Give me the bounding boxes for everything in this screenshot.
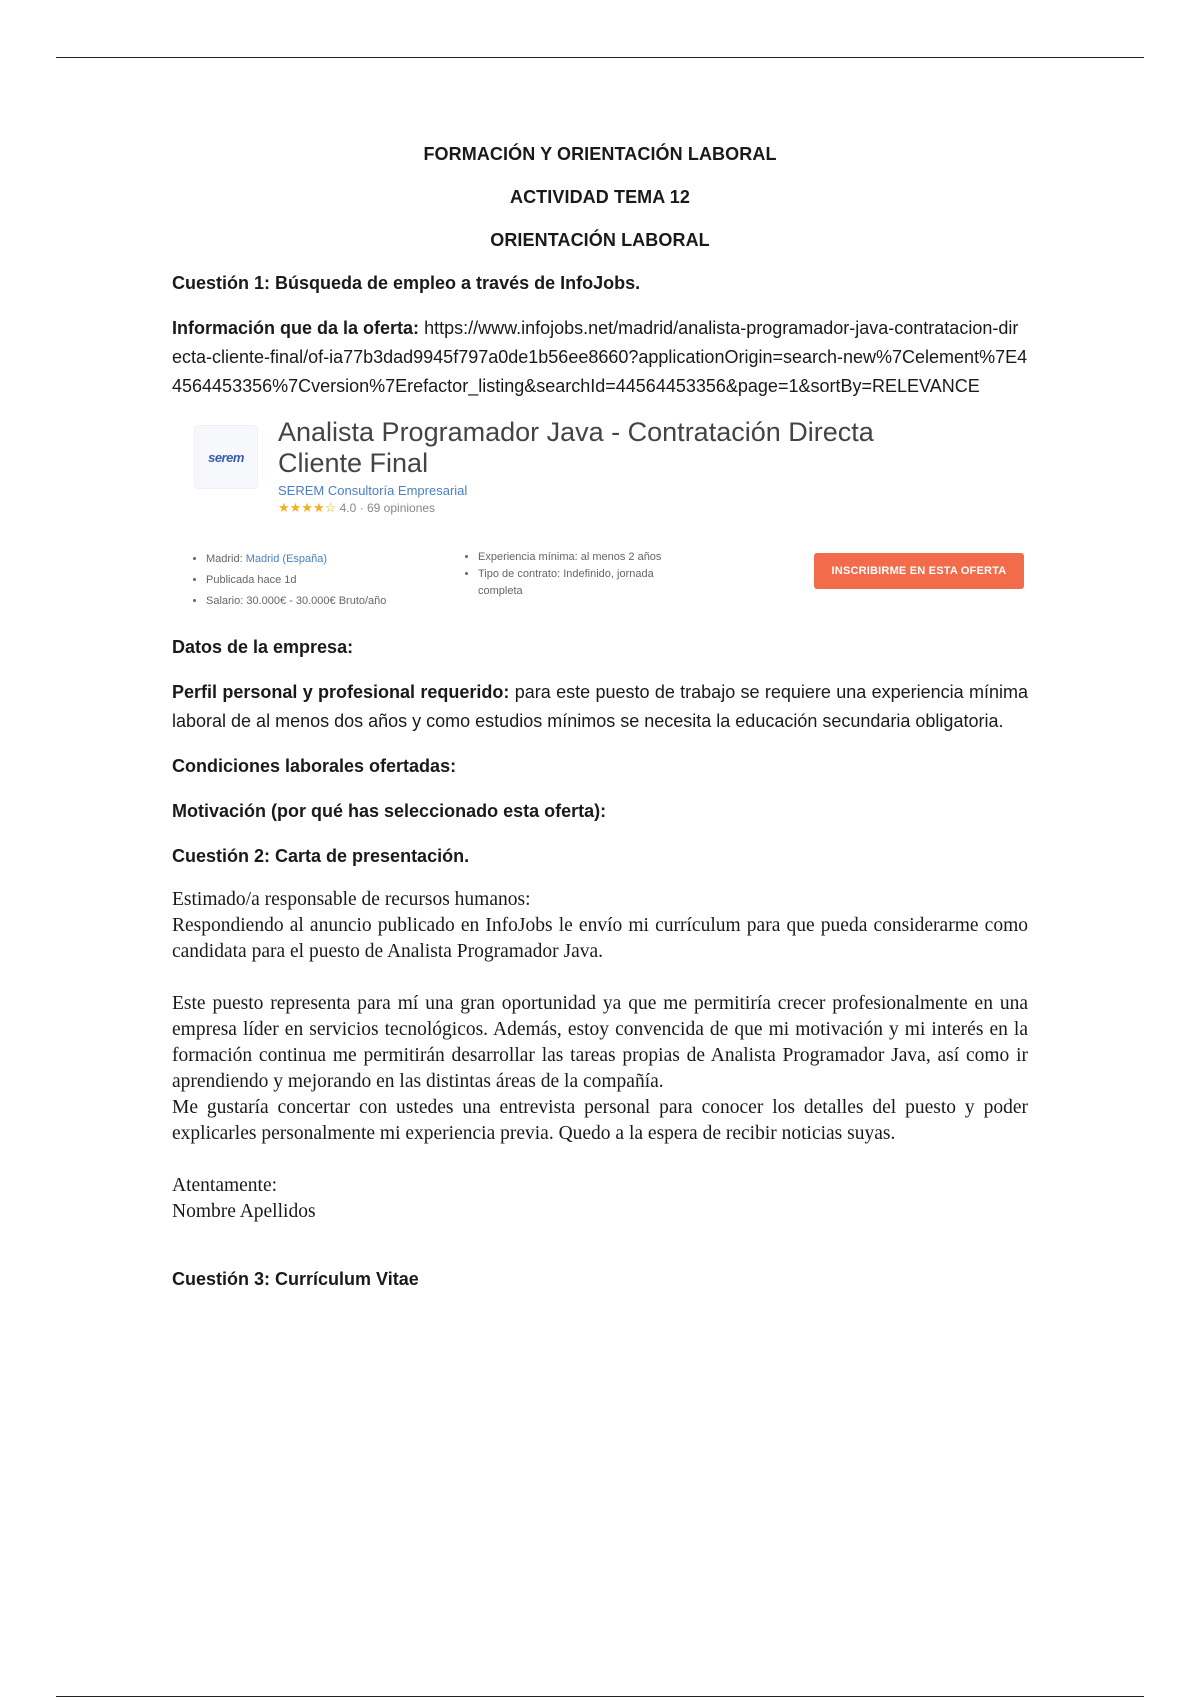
job-location-label: Madrid: (206, 553, 243, 565)
company-rating (278, 500, 435, 516)
apply-button[interactable]: INSCRIBIRME EN ESTA OFERTA (814, 553, 1024, 589)
rating-reviews[interactable]: 69 opiniones (367, 501, 436, 515)
company-name[interactable]: SEREM Consultoría Empresarial (278, 483, 468, 498)
cover-letter (172, 887, 1028, 1225)
job-location-link[interactable]: Madrid (España) (245, 553, 328, 565)
job-details-right (464, 549, 684, 600)
job-offer-card (182, 417, 1032, 627)
job-title[interactable]: Analista Programador Java - Contratación Directa Cliente Final (278, 417, 874, 478)
profile-label: Perfil personal y profesional requerido: (172, 682, 510, 702)
motivation-heading: Motivación (por qué has seleccionado esta oferta): (172, 801, 607, 821)
document-body (172, 140, 1028, 1310)
job-contract: • Tipo de contrato: Indefinido, jornada completa (478, 566, 684, 600)
rating-value: 4.0 (339, 501, 357, 515)
q1-heading: Cuestión 1: Búsqueda de empleo a través de InfoJobs. (172, 273, 641, 293)
offer-info (172, 314, 1028, 401)
q2-heading: Cuestión 2: Carta de presentación. (172, 846, 470, 866)
doc-section-title: ORIENTACIÓN LABORAL (490, 230, 710, 250)
letter-closing: Atentamente: (172, 1175, 278, 1196)
job-location (206, 549, 452, 570)
letter-paragraph-3: Me gustaría concertar con ustedes una entrevista personal para conocer los detalles del puesto y poder explicarles personalmente mi experiencia previa. Quedo a la espera de recibir noticias suyas. (172, 1097, 1028, 1144)
company-logo-text: serem (208, 449, 244, 465)
profile-paragraph (172, 678, 1028, 736)
company-logo (194, 425, 258, 489)
job-experience: • Experiencia mínima: al menos 2 años (478, 549, 684, 566)
doc-subtitle: ACTIVIDAD TEMA 12 (509, 187, 691, 207)
letter-signature: Nombre Apellidos (172, 1201, 316, 1222)
profile-text: para este puesto de trabajo se requiere una experiencia mínima laboral de al menos dos años y como estudios mínimos se necesita la educación secundaria obligatoria. (172, 682, 1028, 731)
conditions-heading: Condiciones laborales ofertadas: (172, 756, 457, 776)
offer-url[interactable]: https://www.infojobs.net/madrid/analista-programador-java-contratacion-directa-cliente-final/of-ia77b3dad9945f797a0de1b56ee8660?applicationOrigin=search-new%7Celement%7E44564453356%7Cversion%7Erefactor_listing&searchId=44564453356&page=1&sortBy=RELEVANCE (172, 318, 1028, 396)
job-published: • Publicada hace 1d (206, 570, 452, 591)
letter-paragraph-2: Este puesto representa para mí una gran oportunidad ya que me permitiría crecer profesionalmente en una empresa líder en servicios tecnológicos. Además, estoy convencida de que mi motivación y mi interés en la formación continua me permitirán desarrollar las tareas propias de Analista Programador Java, así como ir aprendiendo y mejorando en las distintas áreas de la compañía. (172, 993, 1028, 1092)
company-data-heading: Datos de la empresa: (172, 637, 354, 657)
job-details-left (192, 549, 452, 612)
rating-separator: · (359, 501, 364, 515)
letter-paragraph-1: Respondiendo al anuncio publicado en InfoJobs le envío mi currículum para que pueda considerarme como candidata para el puesto de Analista Programador Java. (172, 915, 1028, 962)
offer-info-label: Información que da la oferta: (172, 318, 420, 338)
rating-stars-icon: ★★★★☆ (278, 500, 337, 515)
doc-title: FORMACIÓN Y ORIENTACIÓN LABORAL (423, 144, 777, 164)
letter-greeting: Estimado/a responsable de recursos humanos: (172, 889, 531, 910)
job-salary: • Salario: 30.000€ - 30.000€ Bruto/año (206, 591, 452, 612)
q3-heading: Cuestión 3: Currículum Vitae (172, 1269, 419, 1289)
top-rule (56, 57, 1144, 58)
bottom-rule (56, 1696, 1144, 1697)
